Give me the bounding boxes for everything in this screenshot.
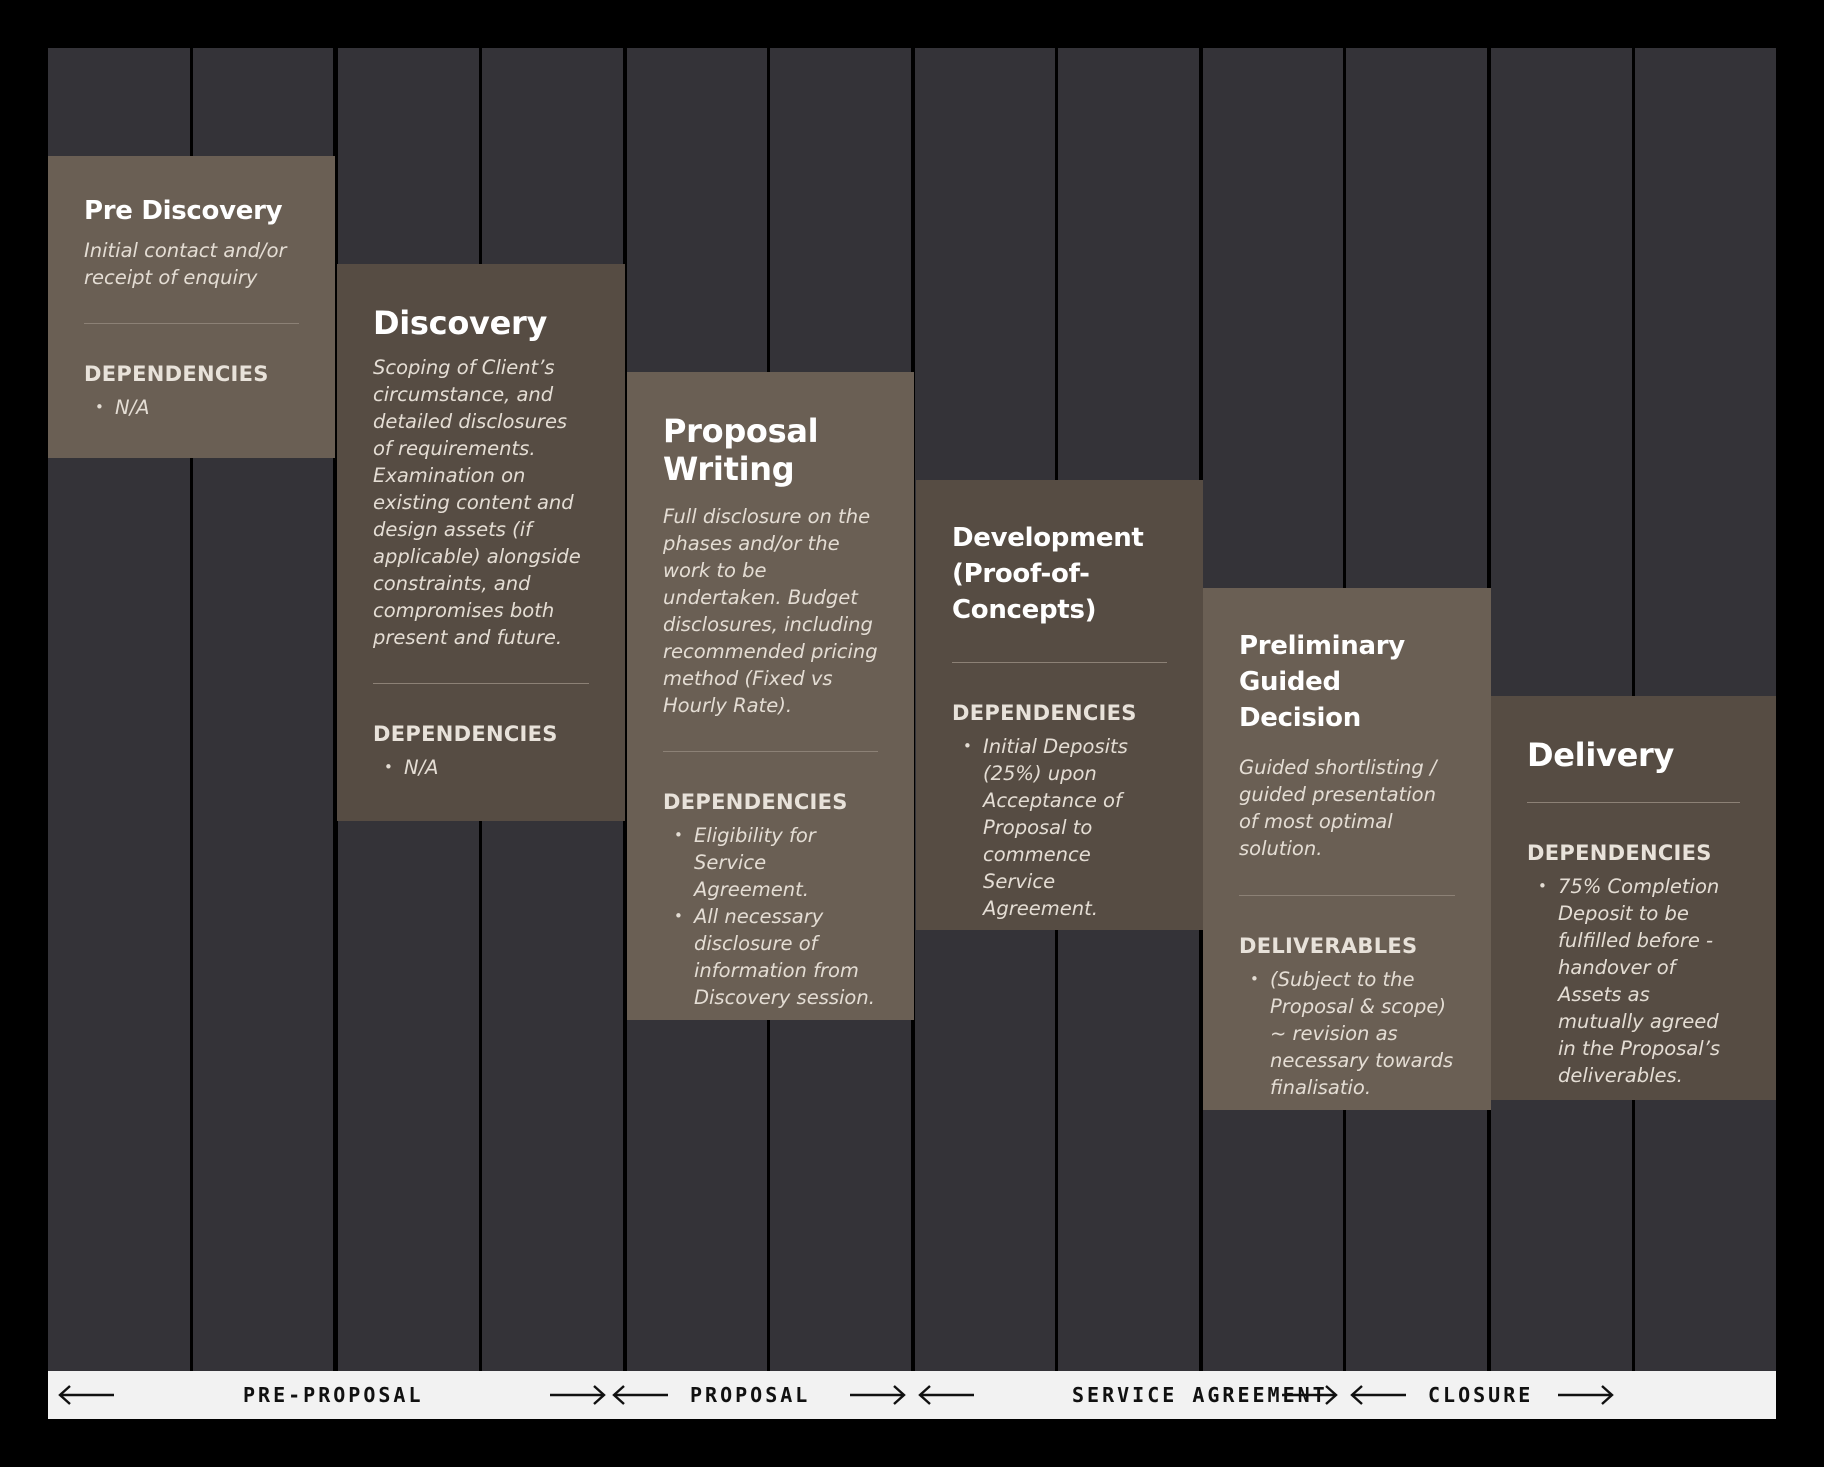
stage-card-preliminary-guided-decision: [1203, 588, 1491, 1110]
section-divider: [1527, 802, 1740, 803]
dependencies-list: [373, 754, 589, 781]
stage-card-content: [84, 196, 299, 421]
dependency-item: • 75% Completion Deposit to be fulfilled before - handover of Assets as mutually agreed in the Proposal’s deliverables.: [1527, 873, 1740, 1089]
dependency-item: • Eligibility for Service Agreement.: [663, 822, 878, 903]
phase-label: PRE-PROPOSAL: [243, 1383, 424, 1407]
stage-card-development: [916, 480, 1203, 930]
stage-card-pre-discovery: [48, 156, 335, 458]
right-arrow-icon: [848, 1383, 906, 1407]
phase-proposal: [608, 1371, 914, 1419]
stage-card-content: [1527, 736, 1740, 1089]
section-divider: [373, 683, 589, 684]
dependencies-heading: DEPENDENCIES: [952, 701, 1137, 725]
phase-service-agreement: [914, 1371, 1346, 1419]
phase-label: CLOSURE: [1428, 1383, 1534, 1407]
stage-card-content: [663, 412, 878, 1011]
dependency-item: • Initial Deposits (25%) upon Acceptance of Proposal to commence Service Agreement.: [952, 733, 1167, 922]
left-arrow-icon: [1350, 1383, 1408, 1407]
stage-title: Preliminary Guided Decision: [1239, 631, 1405, 733]
dependencies-list: [952, 733, 1167, 922]
section-divider: [84, 323, 299, 324]
dependencies-list: [663, 822, 878, 1011]
stage-title: Delivery: [1527, 736, 1675, 774]
deliverable-item: • (Subject to the Proposal & scope) ~ revision as necessary towards finalisatio.: [1239, 966, 1455, 1101]
stage-description: Scoping of Client’s circumstance, and detailed disclosures of requirements. Examination on existing content and design assets (if applicable) alongside constraints, and compromises both present and future.: [373, 356, 581, 650]
left-arrow-icon: [612, 1383, 670, 1407]
stage-card-discovery: [337, 264, 625, 821]
phase-pre-proposal: [48, 1371, 608, 1419]
phase-closure: [1346, 1371, 1776, 1419]
diagram-board: [48, 48, 1776, 1419]
right-arrow-icon: [1556, 1383, 1614, 1407]
dependencies-heading: DEPENDENCIES: [1527, 841, 1712, 866]
stage-card-content: [1239, 628, 1455, 1101]
dependencies-list: [84, 394, 299, 421]
deliverables-heading: DELIVERABLES: [1239, 934, 1418, 958]
stage-description: Initial contact and/or receipt of enquiry: [84, 239, 287, 290]
dependency-item: • N/A: [84, 394, 299, 421]
stage-title: Pre Discovery: [84, 196, 283, 226]
stage-title: Development (Proof-of-Concepts): [952, 523, 1144, 625]
dependencies-heading: DEPENDENCIES: [84, 362, 269, 387]
dependency-item: • All necessary disclosure of information from Discovery session.: [663, 903, 878, 1011]
stage-card-content: [373, 304, 589, 781]
right-arrow-icon: [548, 1383, 606, 1407]
section-divider: [952, 662, 1167, 663]
stage-card-content: [952, 520, 1167, 922]
dependencies-heading: DEPENDENCIES: [373, 722, 558, 747]
stage-card-proposal-writing: [627, 372, 914, 1020]
section-divider: [1239, 895, 1455, 896]
section-divider: [663, 751, 878, 752]
phase-bar: [48, 1371, 1776, 1419]
stage-card-delivery: [1491, 696, 1776, 1100]
right-arrow-icon: [1280, 1383, 1338, 1407]
phase-label: SERVICE AGREEMENT: [1072, 1383, 1328, 1407]
stage-description: Full disclosure on the phases and/or the work to be undertaken. Budget disclosures, including recommended pricing method (Fixed vs Hourly Rate).: [663, 504, 878, 717]
left-arrow-icon: [918, 1383, 976, 1407]
stage-description: Guided shortlisting / guided presentation of most optimal solution.: [1239, 756, 1437, 860]
stage-title: Discovery: [373, 304, 548, 342]
deliverables-list: [1239, 966, 1455, 1101]
dependency-item: • N/A: [373, 754, 589, 781]
dependencies-list: [1527, 873, 1740, 1089]
stage-title: Proposal Writing: [663, 412, 819, 489]
left-arrow-icon: [58, 1383, 116, 1407]
phase-label: PROPOSAL: [690, 1383, 811, 1407]
dependencies-heading: DEPENDENCIES: [663, 789, 848, 814]
